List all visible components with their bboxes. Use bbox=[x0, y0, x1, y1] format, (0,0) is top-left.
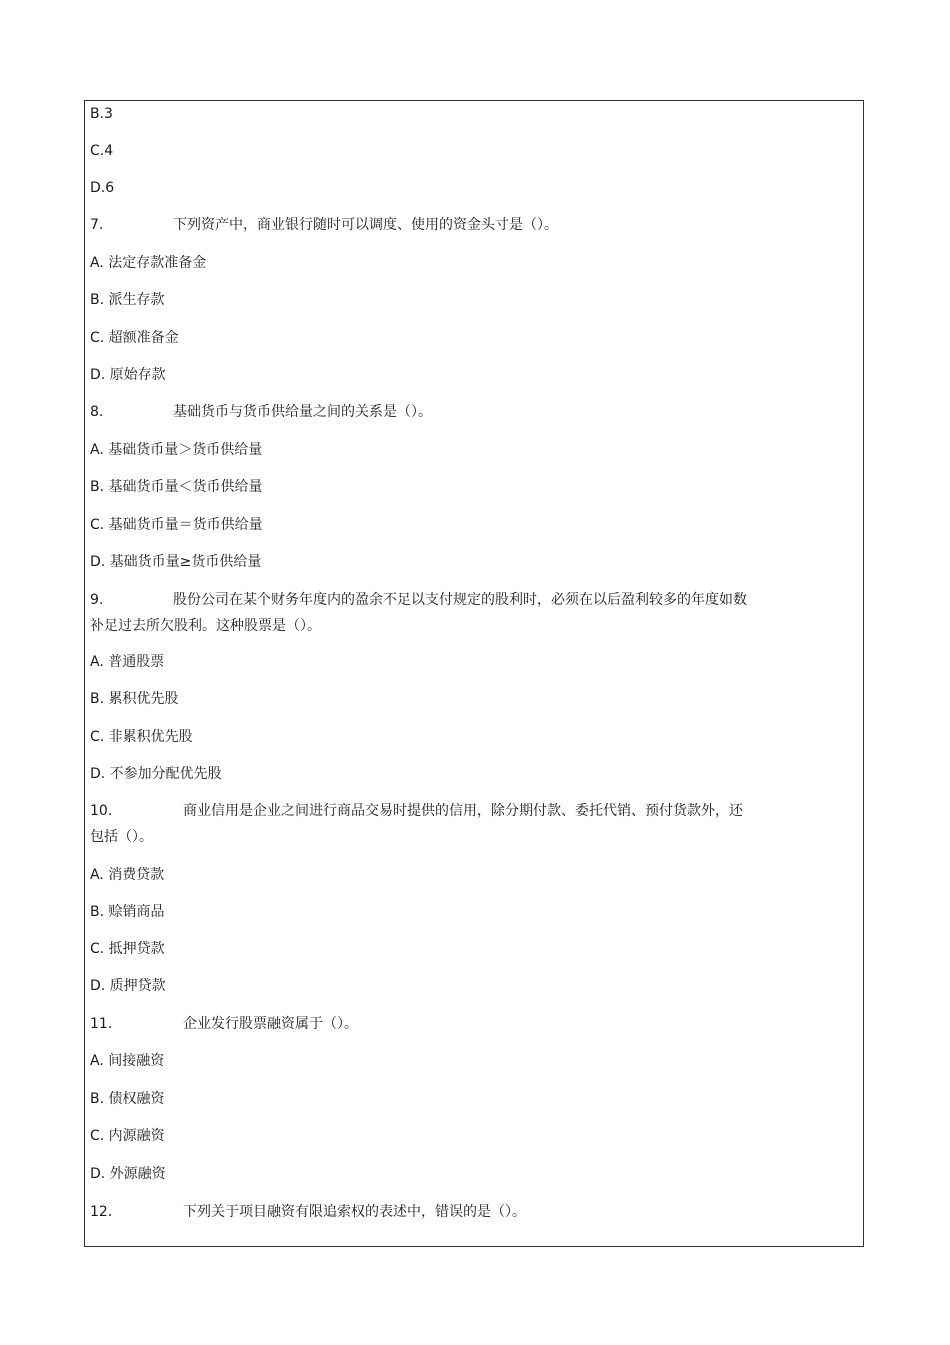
option-line: D. 质押贷款 bbox=[90, 978, 166, 994]
option-line: C. 基础货币量＝货币供给量 bbox=[90, 517, 263, 533]
question-number: 12. bbox=[90, 1204, 113, 1220]
option-line: D. 不参加分配优先股 bbox=[90, 766, 222, 782]
question-number: 9. bbox=[90, 592, 104, 608]
question-text: 下列资产中，商业银行随时可以调度、使用的资金头寸是（）。 bbox=[173, 217, 558, 233]
option-line: D. 基础货币量≥货币供给量 bbox=[90, 554, 262, 570]
question-number: 10. bbox=[90, 803, 113, 819]
option-line: B. 赊销商品 bbox=[90, 904, 165, 920]
question-text: 股份公司在某个财务年度内的盈余不足以支付规定的股利时，必须在以后盈利较多的年度如数 bbox=[173, 592, 747, 608]
question-text-continued: 补足过去所欠股利。这种股票是（）。 bbox=[90, 618, 321, 634]
option-line: A. 普通股票 bbox=[90, 654, 165, 670]
option-line: B. 基础货币量＜货币供给量 bbox=[90, 479, 263, 495]
question-text-continued: 包括（）。 bbox=[90, 829, 153, 845]
option-line: C. 非累积优先股 bbox=[90, 729, 193, 745]
question-number: 8. bbox=[90, 404, 104, 420]
option-line: B.3 bbox=[90, 106, 113, 122]
option-line: A. 法定存款准备金 bbox=[90, 255, 207, 271]
option-line: B. 累积优先股 bbox=[90, 691, 179, 707]
option-line: B. 债权融资 bbox=[90, 1091, 165, 1107]
question-text: 商业信用是企业之间进行商品交易时提供的信用，除分期付款、委托代销、预付货款外，还 bbox=[183, 803, 743, 819]
question-text: 基础货币与货币供给量之间的关系是（）。 bbox=[173, 404, 432, 420]
option-line: B. 派生存款 bbox=[90, 292, 165, 308]
question-text: 下列关于项目融资有限追索权的表述中，错误的是（）。 bbox=[183, 1204, 526, 1220]
option-line: C. 内源融资 bbox=[90, 1128, 165, 1144]
question-text: 企业发行股票融资属于（）。 bbox=[183, 1016, 358, 1032]
question-number: 11. bbox=[90, 1016, 113, 1032]
option-line: C.4 bbox=[90, 143, 114, 159]
document-frame bbox=[84, 100, 864, 1247]
option-line: C. 抵押贷款 bbox=[90, 941, 165, 957]
option-line: D. 外源融资 bbox=[90, 1166, 166, 1182]
option-line: C. 超额准备金 bbox=[90, 330, 179, 346]
option-line: D.6 bbox=[90, 180, 115, 196]
option-line: A. 消费贷款 bbox=[90, 867, 165, 883]
option-line: D. 原始存款 bbox=[90, 367, 166, 383]
option-line: A. 基础货币量＞货币供给量 bbox=[90, 442, 263, 458]
question-number: 7. bbox=[90, 217, 104, 233]
option-line: A. 间接融资 bbox=[90, 1053, 165, 1069]
